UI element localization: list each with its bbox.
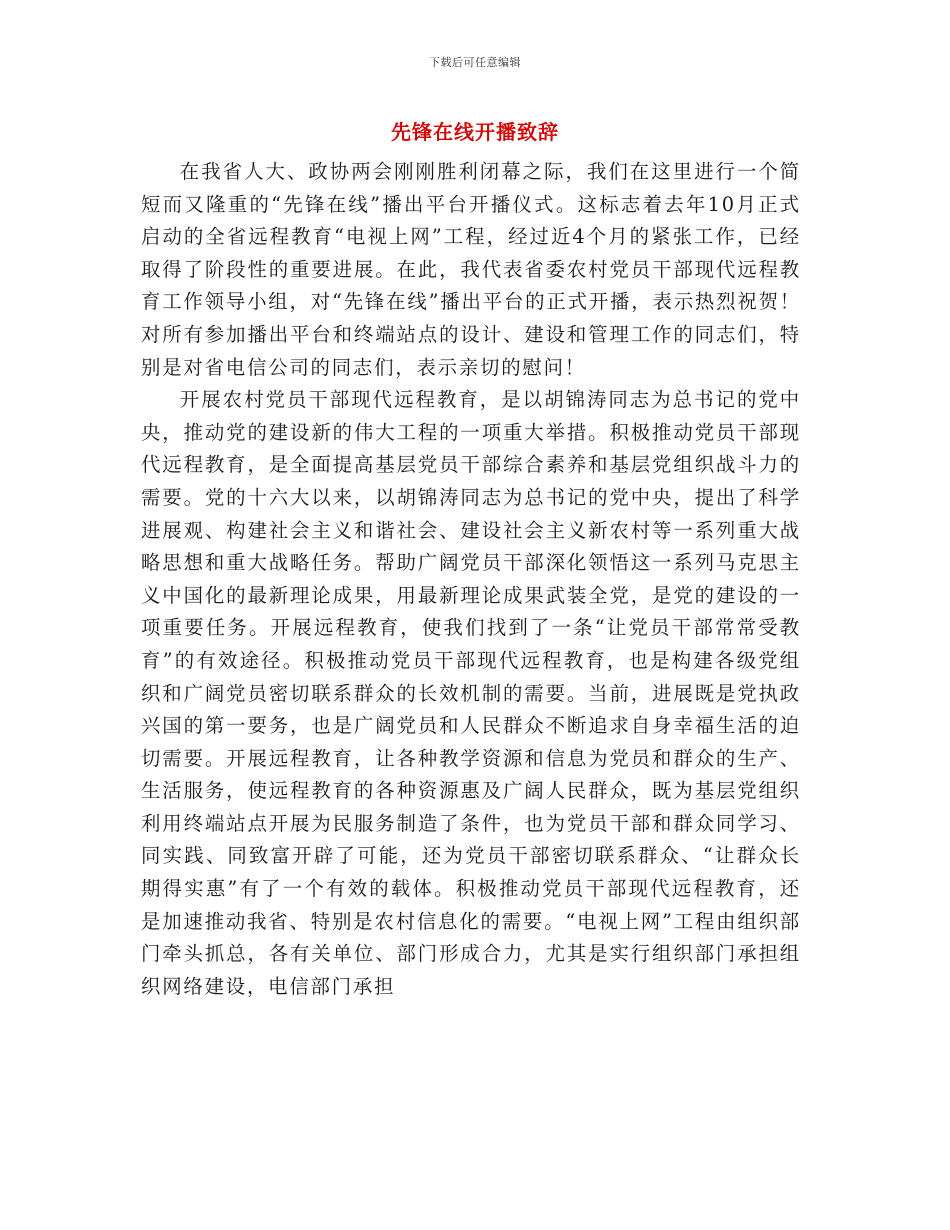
paragraph-opening: 在我省人大、政协两会刚刚胜利闭幕之际，我们在这里进行一个简短而又隆重的“先锋在线”播出平台开播仪式。这标志着去年10月正式启动的全省远程教育“电视上网”工程，经过近4个月的紧张工作，已经取得了阶段性的重要进展。在此，我代表省委农村党员干部现代远程教育工作领导小组，对“先锋在线”播出平台的正式开播，表示热烈祝贺！对所有参加播出平台和终端站点的设计、建设和管理工作的同志们，特别是对省电信公司的同志们，表示亲切的慰问！ (141, 160, 801, 379)
paragraph-significance: 开展农村党员干部现代远程教育，是以胡锦涛同志为总书记的党中央，推动党的建设新的伟大工程的一项重大举措。积极推动党员干部现代远程教育，是全面提高基层党员干部综合素养和基层党组织战斗力的需要。党的十六大以来，以胡锦涛同志为总书记的党中央，提出了科学进展观、构建社会主义和谐社会、建设社会主义新农村等一系列重大战略思想和重大战略任务。帮助广阔党员干部深化领悟这一系列马克思主义中国化的最新理论成果，用最新理论成果武装全党，是党的建设的一项重要任务。开展远程教育，使我们找到了一条“让党员干部常常受教育”的有效途径。积极推动党员干部现代远程教育，也是构建各级党组织和广阔党员密切联系群众的长效机制的需要。当前，进展既是党执政兴国的第一要务，也是广阔党员和人民群众不断追求自身幸福生活的迫切需要。开展远程教育，让各种教学资源和信息为党员和群众的生产、生活服务，使远程教育的各种资源惠及广阔人民群众，既为基层党组织利用终端站点开展为民服务制造了条件，也为党员干部和群众同学习、同实践、同致富开辟了可能，还为党员干部密切联系群众、“让群众长期得实惠”有了一个有效的载体。积极推动党员干部现代远程教育，还是加速推动我省、特别是农村信息化的需要。“电视上网”工程由组织部门牵头抓总，各有关单位、部门形成合力，尤其是实行组织部门承担组织网络建设，电信部门承担 (141, 388, 801, 998)
document-body (141, 156, 801, 1003)
document-title: 先锋在线开播致辞 (391, 120, 559, 144)
page-header-note: 下载后可任意编辑 (429, 56, 521, 69)
